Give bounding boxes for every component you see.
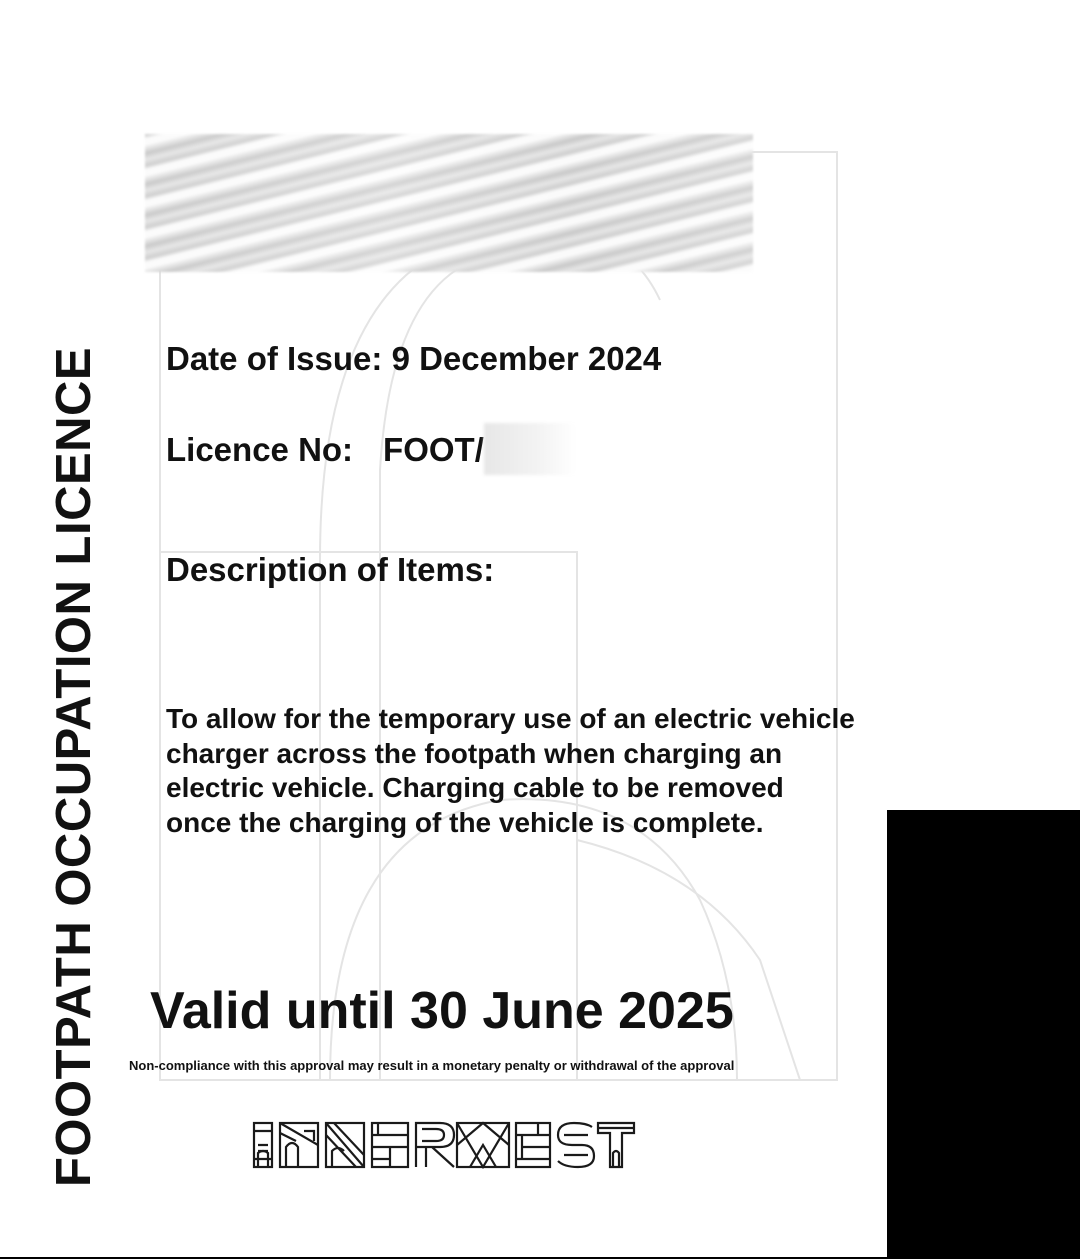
validity-date: Valid until 30 June 2025	[150, 982, 734, 1040]
black-redaction-block	[887, 810, 1080, 1259]
description-heading: Description of Items:	[166, 551, 495, 588]
date-of-issue	[166, 340, 661, 378]
licence-redaction	[484, 423, 576, 475]
compliance-disclaimer: Non-compliance with this approval may result in a monetary penalty or withdrawal of the approval	[129, 1058, 735, 1073]
licence-label: Licence No:	[166, 431, 354, 468]
inner-west-logo	[252, 1121, 636, 1169]
redacted-banner	[145, 134, 753, 272]
licence-value: FOOT/	[383, 431, 484, 468]
licence-title: FOOTPATH OCCUPATION LICENCE	[47, 346, 101, 1187]
licence-number	[166, 423, 576, 475]
issue-date: 9 December 2024	[391, 340, 662, 377]
issue-label: Date of Issue:	[166, 340, 392, 377]
description-body: To allow for the temporary use of an electric vehicle charger across the footpath when charging an electric vehicle. Charging cable to be removed once the charging of the vehicle is complete.	[166, 703, 855, 838]
